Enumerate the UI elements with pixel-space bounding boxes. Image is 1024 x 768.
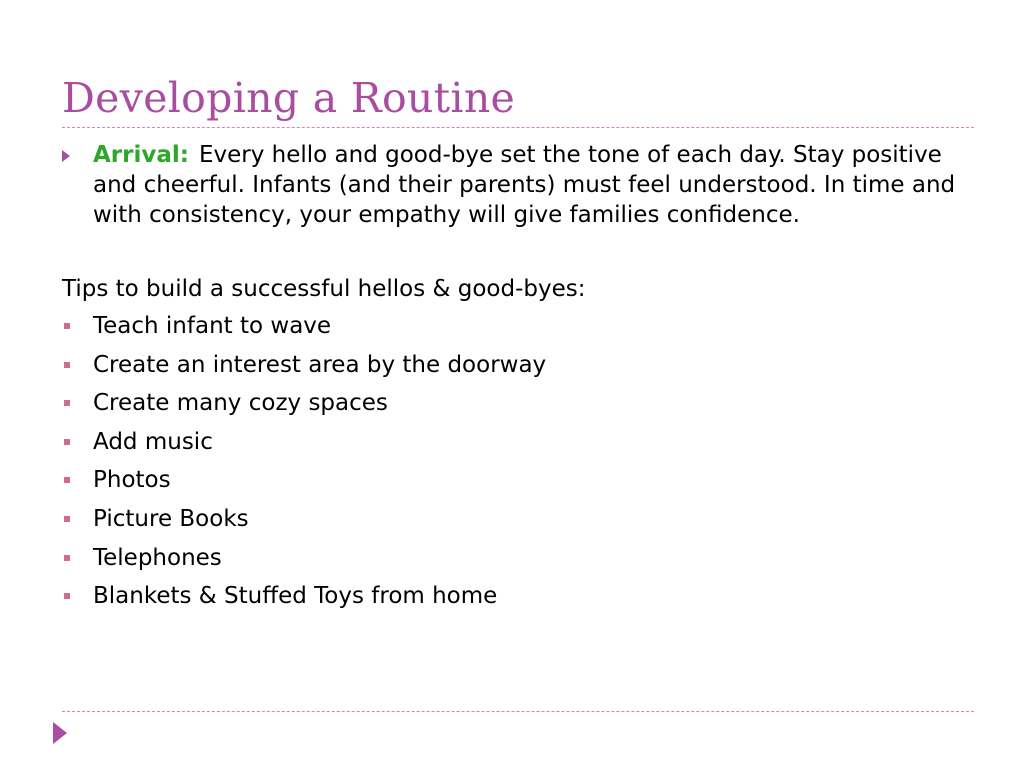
tip-text: Blankets & Stuffed Toys from home	[93, 583, 498, 610]
slide-title: Developing a Routine	[62, 74, 516, 122]
tip-text: Photos	[93, 467, 171, 494]
tip-item	[62, 500, 962, 539]
tip-text: Teach infant to wave	[93, 313, 332, 339]
square-bullet-icon	[64, 400, 70, 406]
main-point-text	[93, 140, 962, 230]
tip-item	[62, 346, 962, 385]
tip-text: Add music	[93, 428, 213, 455]
main-point-body: Every hello and good-bye set the tone of each day. Stay positive and cheerful. Infants (and their parents) must feel understood. In time and with consistency, your empathy will give families confidence.	[93, 142, 956, 228]
tips-intro: Tips to build a successful hellos & good-byes:	[62, 276, 586, 302]
tip-item	[62, 461, 962, 500]
main-point-term: Arrival:	[93, 142, 189, 168]
tip-item	[62, 384, 962, 423]
square-bullet-icon	[64, 323, 70, 329]
main-point	[62, 140, 962, 230]
tips-list	[62, 307, 962, 616]
square-bullet-icon	[64, 593, 70, 599]
square-bullet-icon	[64, 555, 70, 561]
play-arrow-icon[interactable]	[53, 722, 67, 744]
title-divider	[62, 127, 974, 128]
tip-item	[62, 307, 962, 346]
square-bullet-icon	[64, 477, 70, 483]
tip-item	[62, 577, 962, 616]
square-bullet-icon	[64, 362, 70, 368]
triangle-right-icon	[62, 150, 70, 162]
tip-text: Create many cozy spaces	[93, 390, 388, 417]
tip-text: Picture Books	[93, 505, 249, 532]
square-bullet-icon	[64, 516, 70, 522]
tip-item	[62, 539, 962, 578]
tip-text: Telephones	[93, 544, 222, 571]
slide-content	[62, 140, 962, 616]
tip-text: Create an interest area by the doorway	[93, 351, 547, 378]
footer-divider	[62, 711, 974, 712]
tip-item	[62, 423, 962, 462]
square-bullet-icon	[64, 439, 70, 445]
